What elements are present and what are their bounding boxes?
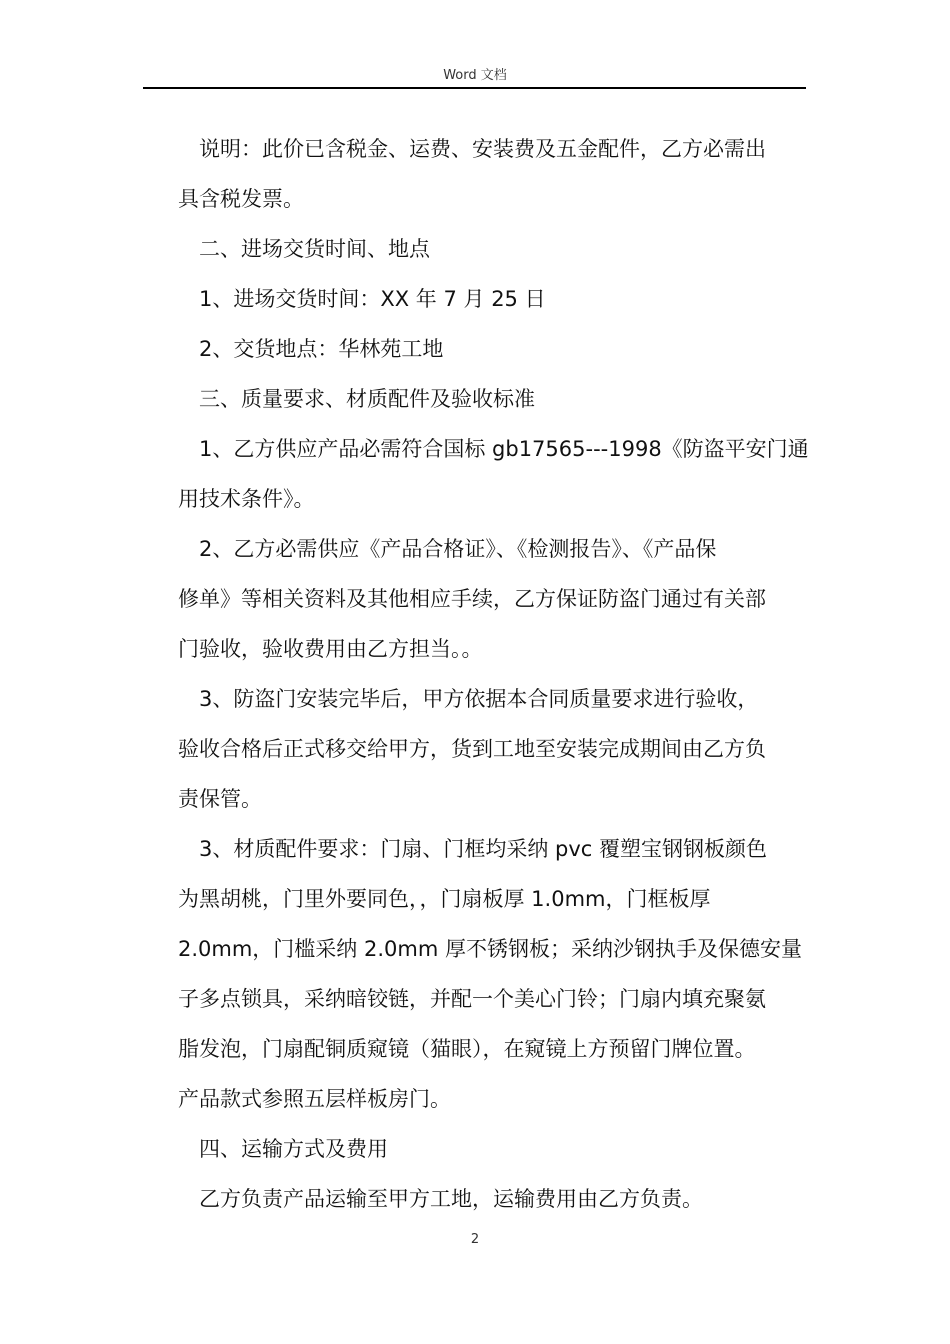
paragraph-line: 3、材质配件要求：门扇、门框均采纳 pvc 覆塑宝钢钢板颜色 — [199, 837, 768, 861]
paragraph-line: 为黑胡桃，门里外要同色，，门扇板厚 1.0mm，门框板厚 — [178, 887, 711, 911]
paragraph-line: 责保管。 — [178, 787, 262, 811]
paragraph-line: 脂发泡，门扇配铜质窥镜（猫眼），在窥镜上方预留门牌位置。 — [178, 1037, 756, 1061]
section-heading: 二、进场交货时间、地点 — [199, 237, 430, 261]
page-number: 2 — [470, 1232, 480, 1247]
paragraph-line: 3、防盗门安装完毕后，甲方依据本合同质量要求进行验收， — [199, 687, 759, 711]
paragraph-line: 2.0mm，门槛采纳 2.0mm 厚不锈钢板；采纳沙钢执手及保德安量 — [178, 937, 802, 961]
paragraph-line: 1、乙方供应产品必需符合国标 gb17565---1998《防盗平安门通 — [199, 437, 809, 461]
paragraph-line: 说明：此价已含税金、运费、安装费及五金配件，乙方必需出 — [199, 137, 766, 161]
section-heading: 四、运输方式及费用 — [199, 1137, 388, 1161]
document-header-title: Word 文档 — [443, 68, 507, 83]
paragraph-line: 2、交货地点：华林苑工地 — [199, 337, 444, 361]
paragraph-line: 产品款式参照五层样板房门。 — [178, 1087, 451, 1111]
paragraph-line: 修单》等相关资料及其他相应手续，乙方保证防盗门通过有关部 — [178, 587, 766, 611]
paragraph-line: 用技术条件》。 — [178, 487, 315, 511]
paragraph-line: 门验收，验收费用由乙方担当。。 — [178, 637, 483, 661]
paragraph-line: 2、乙方必需供应《产品合格证》、《检测报告》、《产品保 — [199, 537, 717, 561]
paragraph-line: 具含税发票。 — [178, 187, 304, 211]
document-body — [178, 124, 810, 1224]
paragraph-line: 1、进场交货时间：XX 年 7 月 25 日 — [199, 287, 546, 311]
paragraph-line: 乙方负责产品运输至甲方工地，运输费用由乙方负责。 — [199, 1187, 703, 1211]
paragraph-line: 验收合格后正式移交给甲方，货到工地至安装完成期间由乙方负 — [178, 737, 766, 761]
section-heading: 三、质量要求、材质配件及验收标准 — [199, 387, 535, 411]
header-divider — [143, 87, 806, 89]
paragraph-line: 子多点锁具，采纳暗铰链，并配一个美心门铃；门扇内填充聚氨 — [178, 987, 766, 1011]
